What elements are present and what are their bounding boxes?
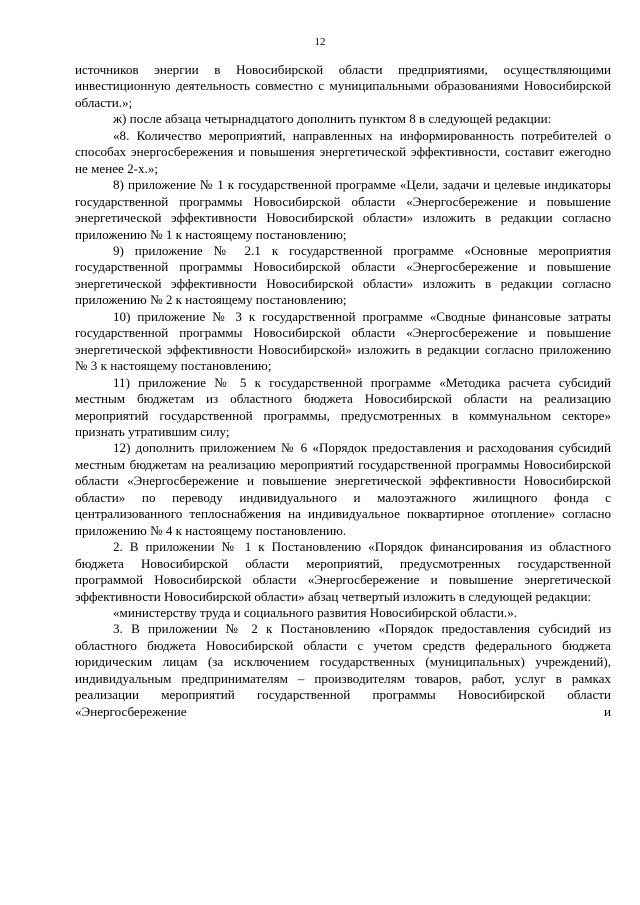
paragraph-7: 11) приложение № 5 к государственной программе «Методика расчета субсидий местным бюджетам из областного бюджета Новосибирской области на реализацию мероприятий государственной программы, предусмотренных в коммунальном секторе» признать утратившим силу;	[75, 374, 611, 439]
paragraph-4: 8) приложение № 1 к государственной программе «Цели, задачи и целевые индикаторы государственной программы Новосибирской области «Энергосбережение и повышение энергетической эффективности Новосибирской области» изложить в редакции согласно приложению № 1 к настоящему постановлению;	[75, 177, 611, 242]
paragraph-10: «министерству труда и социального развития Новосибирской области.».	[113, 604, 518, 620]
paragraph-9: 2. В приложении № 1 к Постановлению «Порядок финансирования из областного бюджета Новосибирской области мероприятий, предусмотренных государственной программой Новосибирской области «Энергосбережение и повышение энергетической эффективности Новосибирской области» абзац четвертый изложить в следующей редакции:	[75, 539, 611, 604]
page-number: 12	[314, 36, 326, 48]
paragraph-6: 10) приложение № 3 к государственной программе «Сводные финансовые затраты государственной программы Новосибирской области «Энергосбережение и повышение энергетической эффективности Новосибирской» изложить в редакции согласно приложению № 3 к настоящему постановлению;	[75, 308, 611, 374]
paragraph-3: «8. Количество мероприятий, направленных на информированность потребителей о способах энергосбережения и повышения энергетической эффективности, составит ежегодно не менее 2-х.»;	[75, 127, 611, 176]
document-body	[75, 62, 611, 720]
paragraph-5: 9) приложение № 2.1 к государственной программе «Основные мероприятия государственной программы Новосибирской области «Энергосбережение и повышение энергетической эффективности Новосибирской области» изложить в редакции согласно приложению № 2 к настоящему постановлению;	[75, 242, 611, 308]
paragraph-1: источников энергии в Новосибирской области предприятиями, осуществляющими инвестиционную деятельность совместно с муниципальными образованиями Новосибирской области.»;	[75, 62, 611, 110]
paragraph-2: ж) после абзаца четырнадцатого дополнить пунктом 8 в следующей редакции:	[113, 111, 552, 127]
paragraph-8: 12) дополнить приложением № 6 «Порядок предоставления и расходования субсидий местным бюджетам на реализацию мероприятий государственной программы Новосибирской области «Энергосбережение и повышение энергетической эффективности Новосибирской области» по переводу индивидуального и малоэтажного жилищного фонда с централизованного теплоснабжения на индивидуальное поквартирное отопление» согласно приложению № 4 к настоящему постановлению.	[75, 440, 611, 538]
paragraph-11: 3. В приложении № 2 к Постановлению «Порядок предоставления субсидий из областного бюджета Новосибирской области с учетом средств федерального бюджета юридическим лицам (за исключением государственных (муниципальных) учреждений), индивидуальным предпринимателям – производителям товаров, работ, услуг в рамках реализации мероприятий государственной программы Новосибирской области «Энергосбережение и	[75, 621, 611, 719]
